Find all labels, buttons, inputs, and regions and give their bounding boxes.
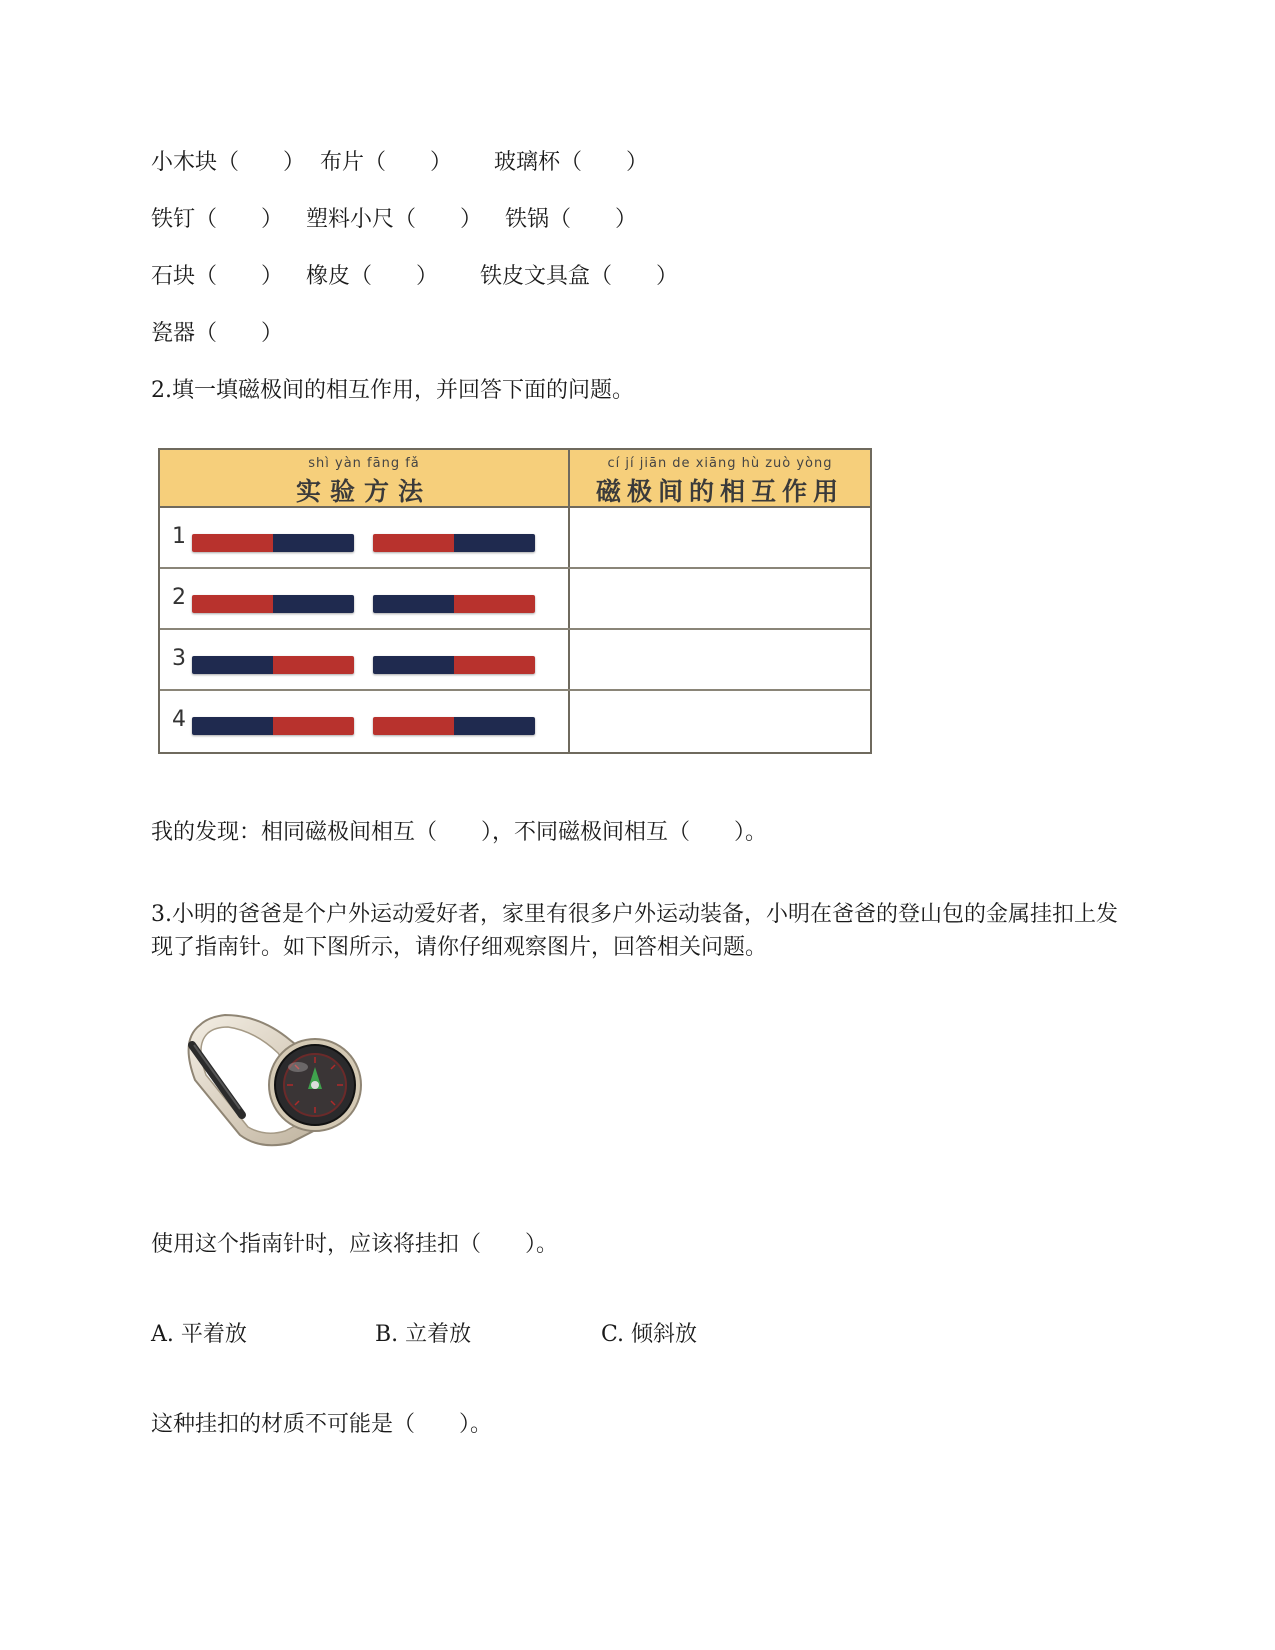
item-tin-pencil-box: 铁皮文具盒（ ）: [480, 264, 679, 289]
item-cloth: 布片（ ）: [320, 150, 453, 175]
item-plastic-ruler: 塑料小尺（ ）: [306, 207, 483, 232]
header-effect-title: 磁极间的相互作用: [595, 477, 844, 506]
row-number: 3: [172, 646, 186, 671]
bar-magnet: [373, 595, 535, 613]
bar-magnet: [373, 534, 535, 552]
row-number: 2: [172, 585, 186, 610]
bar-magnet: [192, 656, 354, 674]
bar-magnet: [192, 717, 354, 735]
bar-magnet: [373, 656, 535, 674]
bar-magnet: [192, 534, 354, 552]
question-3-sub2: 这种挂扣的材质不可能是（ ）。: [151, 1412, 493, 1437]
bar-magnet: [192, 595, 354, 613]
option-c[interactable]: C. 倾斜放: [601, 1322, 698, 1347]
table-row: [160, 569, 870, 630]
question-3-sub1: 使用这个指南针时，应该将挂扣（ ）。: [151, 1232, 559, 1257]
bar-magnet: [373, 717, 535, 735]
item-stone: 石块（ ）: [151, 264, 284, 289]
table-row: [160, 508, 870, 569]
row-number: 4: [172, 707, 186, 732]
item-glass-cup: 玻璃杯（ ）: [494, 150, 649, 175]
item-eraser: 橡皮（ ）: [306, 264, 439, 289]
option-a[interactable]: A. 平着放: [151, 1322, 247, 1347]
table-row: [160, 691, 870, 752]
question-3-prompt: 3.小明的爸爸是个户外运动爱好者，家里有很多户外运动装备，小明在爸爸的登山包的金属挂扣上发现了指南针。如下图所示，请你仔细观察图片，回答相关问题。: [151, 902, 1118, 960]
header-effect-cell: [570, 450, 870, 506]
item-iron-pot: 铁锅（ ）: [505, 207, 638, 232]
header-method-title: 实验方法: [295, 477, 432, 506]
header-method-pinyin: shì yàn fāng fǎ: [308, 456, 420, 471]
table-row: [160, 630, 870, 691]
header-method-cell: [160, 450, 568, 506]
question-2-prompt: 2.填一填磁极间的相互作用，并回答下面的问题。: [151, 378, 634, 403]
option-b[interactable]: B. 立着放: [375, 1322, 472, 1347]
item-porcelain: 瓷器（ ）: [151, 321, 284, 346]
magnet-table: [158, 448, 872, 754]
compass-carabiner-picture: [170, 1005, 380, 1159]
compass-carabiner-icon: [170, 1005, 380, 1155]
item-iron-nail: 铁钉（ ）: [151, 207, 284, 232]
item-wood-block: 小木块（ ）: [151, 150, 306, 175]
question-2-finding: 我的发现：相同磁极间相互（ ），不同磁极间相互（ ）。: [151, 820, 768, 845]
header-effect-pinyin: cí jí jiān de xiāng hù zuò yòng: [607, 456, 833, 471]
row-number: 1: [172, 524, 186, 549]
